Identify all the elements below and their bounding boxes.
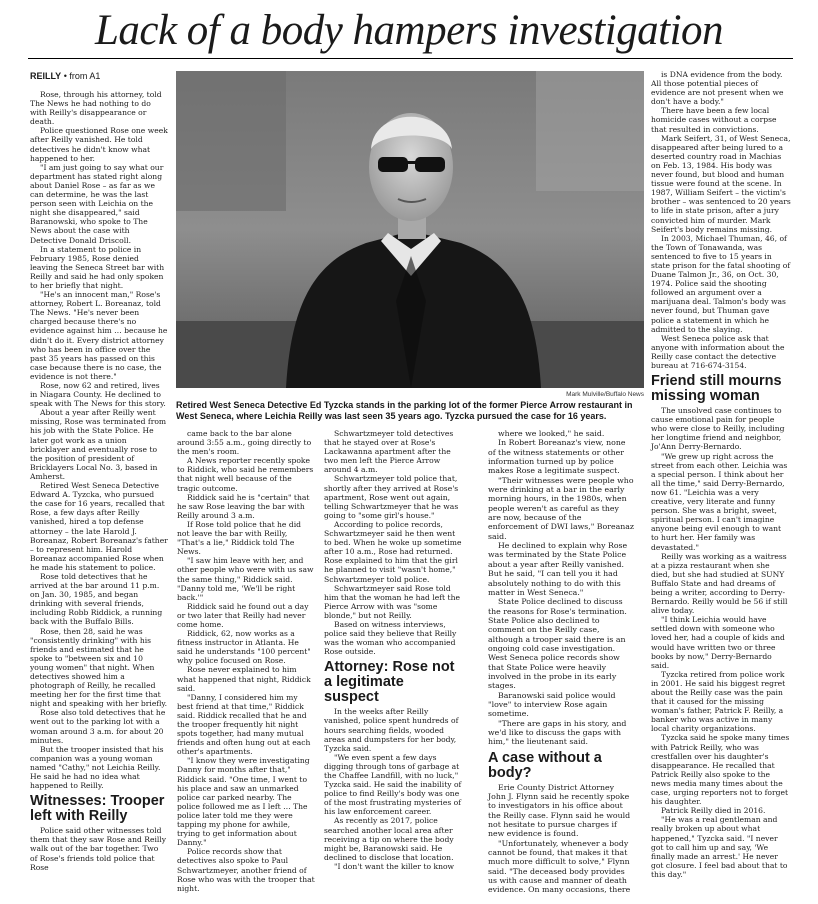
paragraph: "We even spent a few days digging through tons of garbage at the Chaffee Landfill, with no luck," Tyzcka said. He said the inability of police to find Reilly's body was one of the most frustrating mysteries of his law enforcement career. (324, 752, 462, 817)
paragraph: is DNA evidence from the body. All those potential pieces of evidence are not present when we don't have a body." (651, 70, 784, 107)
column-4-after-paragraphs (488, 783, 634, 895)
column-1 (30, 70, 168, 872)
paragraph: Patrick Reilly died in 2016. (661, 806, 766, 816)
column-3 (324, 429, 462, 871)
column-3-after-paragraphs (324, 707, 462, 871)
paragraph: Schwartzmeyer said Rose told him that the woman he had left the Pierce Arrow with was "some blonde," but not Reilly. (324, 583, 460, 620)
paragraph: "I think Leichia would have settled down with someone who loved her, had a couple of kids and would have written two or three books by now," Derry-Bernardo said. (651, 615, 785, 670)
photo-detective (176, 71, 644, 388)
paragraph: Tyzcka retired from police work in 2001. He said his biggest regret about the Reilly case was the pain that it caused for the missing woman's father, Patrick F. Reilly, a banker who was active in many local charity organizations. (651, 669, 786, 734)
paragraph: Baranowski said police would "love" to interview Rose again sometime. (488, 690, 616, 719)
paragraph: Rose never explained to him what happened that night, Riddick said. (177, 665, 311, 693)
photo-credit: Mark Mulville/Buffalo News (566, 391, 644, 398)
paragraph: Erie County District Attorney John J. Flynn said he recently spoke to investigators in his office about the Reilly case. Flynn said he would not hesitate to pursue charges if new evidence is found. (488, 782, 631, 839)
paragraph: In 2003, Michael Thuman, 46, of the Town of Tonawanda, was sentenced to five to 15 years in state prison for the fatal shooting of Duane Talmon Jr., 36, on Oct. 30, 1974. Police said the shooting followed an argument over a marijuana deal. Talmon's body was never found, but Thuman gave police a statement in which he admitted to the slaying. (651, 233, 791, 334)
paragraph: Retired West Seneca Detective Edward A. Tyzcka, who pursued the case for 16 years, recalled that Rose, a few days after Reilly vanished, hired a top defense attorney – the late Harold J. Boreanaz, Robert Boreanaz's father – to represent him. Harold Boreanaz accompanied Rose when he made his statement to police. (30, 481, 168, 572)
paragraph: But the trooper insisted that his companion was a young woman named "Cathy," not Leichia Reilly. He said he had no idea what happened to Reilly. (30, 744, 164, 791)
paragraph: "I know they were investigating Danny for months after that," Riddick said. "One time, I went to his place and saw an unmarked police car parked nearby. The police followed me as I left … The police later told me they were tapping my phone for awhile, trying to get information about Danny." (177, 756, 310, 848)
paragraph: In Robert Boreanaz's view, none of the witness statements or other information turned up by police makes Rose a legitimate suspect. (488, 438, 626, 476)
paragraph: Rose told detectives that he arrived at the bar around 11 p.m. on Jan. 30, 1985, and began drinking with several friends, including Robb Riddick, a running back with the Buffalo Bills. (30, 571, 163, 627)
paragraph: "There are gaps in his story, and we'd like to discuss the gaps with him," the lieutenant said. (488, 718, 627, 747)
paragraph: Rose, through his attorney, told The News he had nothing to do with Reilly's disappearance or death. (30, 90, 162, 127)
subhead-witnesses: Witnesses: Trooper left with Reilly (30, 793, 165, 825)
paragraph: Rose, then 28, said he was "consistently drinking" with his friends and estimated that he spoke to "between six and 10 young women" that night. When detectives showed him a photograph of Reilly, he recalled meeting her for the first time that night and speaking with her briefly. (30, 626, 168, 709)
column-5 (651, 70, 791, 879)
column-2-paragraphs (177, 429, 315, 893)
paragraph: "He's an innocent man," Rose's attorney, Robert L. Boreanaz, told The News. "He's never been charged because there's no evidence against him … because he didn't do it. Every district attorney who has been in office over the past 35 years has passed on this case because there is no case, the evidence is not there." (30, 290, 168, 381)
photo-caption: Retired West Seneca Detective Ed Tyzcka stands in the parking lot of the former Pierce Arrow restaurant in West Seneca, where Leichia Reilly was last seen 35 years ago. Tyzcka pursued the case for 16 years. (176, 400, 633, 421)
paragraph: He declined to explain why Rose was terminated by the State Police about a year after Reilly vanished. But he said, "I can tell you it had absolutely nothing to do with this matter in West Seneca." (488, 541, 628, 597)
paragraph: Riddick said he is "certain" that he saw Rose leaving the bar with Reilly around 3 a.m. (177, 492, 310, 520)
column-5-after-paragraphs (651, 406, 791, 879)
paragraph: "He was a real gentleman and really broken up about what happened," Tyzcka said. "I never got to call him up and say, 'We finally made an arrest.' He never got closure. I feel bad about that to this day." (651, 815, 788, 879)
paragraph: Schwartzmeyer told police that, shortly after they arrived at Rose's apartment, Rose went out again, telling Schwartzmeyer that he was going to "some girl's house." (324, 474, 459, 520)
paragraph: If Rose told police that he did not leave the bar with Reilly, "That's a lie," Riddick told The News. (177, 519, 301, 557)
paragraph: About a year after Reilly went missing, Rose was terminated from his job with the State Police. He later got work as a union bricklayer and eventually rose to the position of president of Bricklayers Local No. 3, based in Amherst. (30, 408, 167, 481)
paragraph: came back to the bar alone around 3:55 a.m., going directly to the men's room. (177, 429, 312, 457)
paragraph: Police said other witnesses told them that they saw Rose and Reilly walk out of the bar together. Two of Rose's friends told police that Rose (30, 826, 167, 872)
column-4-paragraphs (488, 429, 634, 747)
column-1-paragraphs (30, 90, 168, 790)
paragraph: West Seneca police ask that anyone with information about the Reilly case contact the detective bureau at 716-674-3154. (651, 333, 785, 370)
subhead-case-without-body: A case without a body? (488, 749, 602, 781)
paragraph: "I saw him leave with her, and other people who were with us saw the same thing," Riddick said. "Danny told me, 'We'll be right back.'" (177, 556, 314, 602)
paragraph: Rose also told detectives that he went out to the parking lot with a woman around 3 a.m. for about 20 minutes. (30, 708, 166, 745)
paragraph: where we looked," he said. (498, 429, 605, 438)
paragraph: A News reporter recently spoke to Riddick, who said he remembers that night well because of the tragic outcome. (177, 456, 314, 493)
paragraph: In the weeks after Reilly vanished, police spent hundreds of hours searching fields, wooded areas and dumpsters for her body, Tyzcka said. (324, 707, 459, 753)
paragraph: Based on witness interviews, police said they believe that Reilly was the woman who accompanied Rose outside. (324, 619, 457, 657)
column-5-paragraphs (651, 70, 791, 370)
paragraph: Rose, now 62 and retired, lives in Niagara County. He declined to speak with The News for this story. (30, 381, 166, 409)
column-4 (488, 429, 634, 895)
paragraph: According to police records, Schwartzmeyer said he then went to bed. When he woke up sometime after 10 a.m., Rose had returned. Rose explained to him that the girl he planned to visit "wasn't home," Schwartzmeyer told police. (324, 519, 462, 584)
column-2 (177, 429, 315, 893)
paragraph: There have been a few local homicide cases without a corpse that resulted in convictions. (651, 106, 777, 134)
column-1-after-paragraphs (30, 826, 168, 871)
paragraph: "Danny, I considered him my best friend at that time," Riddick said. Riddick recalled that he and the trooper frequently hit night spots together, had many mutual friends and often hung out at each other's apartments. (177, 692, 311, 757)
paragraph: Reilly was working as a waitress at a pizza restaurant when she died, but she had studied at SUNY Buffalo State and had dreams of being a writer, according to Derry-Bernardo. Reilly would be 56 if still alive today. (651, 551, 788, 616)
paragraph: "I don't want the killer to know (334, 861, 455, 871)
paragraph: As recently as 2017, police searched another local area after receiving a tip on where the body might be, Baranowski said. He declined to disclose that location. (324, 816, 454, 862)
paragraph: "We grew up right across the street from each other. Leichia was a special person. I think about her all the time," said Derry-Bernardo, now 61. "Leichia was a very creative, very literate and funny person. She was a bright, sweet, spiritual person. I can't imagine anyone being evil enough to want to hurt her. Her family was devastated." (651, 451, 788, 552)
paragraph: Mark Seifert, 31, of West Seneca, disappeared after being lured to a deserted country road in Machias on Feb. 13, 1984. His body was never found, but blood and human tissue were found at the scene. In 1987, William Seifert – the victim's brother – was sentenced to 20 years to life in state prison, after a jury convicted him of murder. Mark Seifert's body remains missing. (651, 133, 791, 234)
paragraph: Police records show that detectives also spoke to Paul Schwartzmeyer, another friend of Rose who was with the trooper that night. (177, 847, 315, 893)
headline-rule (28, 58, 793, 59)
column-3-paragraphs (324, 429, 462, 656)
paragraph: State Police declined to discuss the reasons for Rose's termination. State Police also declined to comment on the Reilly case, although a trooper said there is an ongoing cold case investigation. West Seneca police records show that State Police were heavily involved in the probe in its early stages. (488, 597, 627, 691)
slug-from: • from A1 (63, 71, 101, 81)
paragraph: "Unfortunately, whenever a body cannot be found, that makes it that much more difficult to solve," Flynn said. "The deceased body provides us with cause and manner of death evidence. On many occasions, there (488, 838, 631, 895)
subhead-attorney: Attorney: Rose not a legitimate suspect (324, 659, 455, 706)
paragraph: Police questioned Rose one week after Reilly vanished. He told detectives he didn't know what happened to her. (30, 126, 168, 163)
headline: Lack of a body hampers investigation (94, 7, 724, 54)
slug-name: REILLY (30, 71, 62, 81)
paragraph: The unsolved case continues to cause emotional pain for people who were close to Reilly, including her longtime friend and neighbor, Jo'Ann Derry-Bernardo. (651, 406, 785, 452)
paragraph: "I am just going to say what our department has stated right along about Daniel Rose – as far as we can determine, he was the last person seen with Leichia on the night she disappeared," said Baranowski, who spoke to The News about the case with Detective Donald Driscoll. (30, 162, 164, 245)
subhead-friend-mourns: Friend still mourns missing woman (651, 373, 782, 405)
paragraph: Riddick said he found out a day or two later that Reilly had never come home. (177, 601, 309, 629)
paragraph: In a statement to police in February 1985, Rose denied leaving the Seneca Street bar with Reilly and said he had only spoken to her briefly that night. (30, 244, 165, 290)
paragraph: Schwartzmeyer told detectives that he stayed over at Rose's Lackawanna apartment after the two men left the Pierce Arrow around 4 a.m. (324, 429, 454, 475)
paragraph: Riddick, 62, now works as a fitness instructor in Atlanta. He said he understands "100 percent" why police focused on Rose. (177, 629, 311, 666)
continuation-slug (30, 70, 168, 82)
paragraph: Tyzcka said he spoke many times with Patrick Reilly, who was crestfallen over his daughter's disappearance. He recalled that Patrick Reilly also spoke to the news media many times about the case, urging reporters not to forget his daughter. (651, 733, 790, 807)
paragraph: "Their witnesses were people who were drinking at a bar in the early morning hours, in the 1980s, when people weren't as careful as they are now, because of the enforcement of DWI laws," Boreanaz said. (488, 475, 634, 541)
